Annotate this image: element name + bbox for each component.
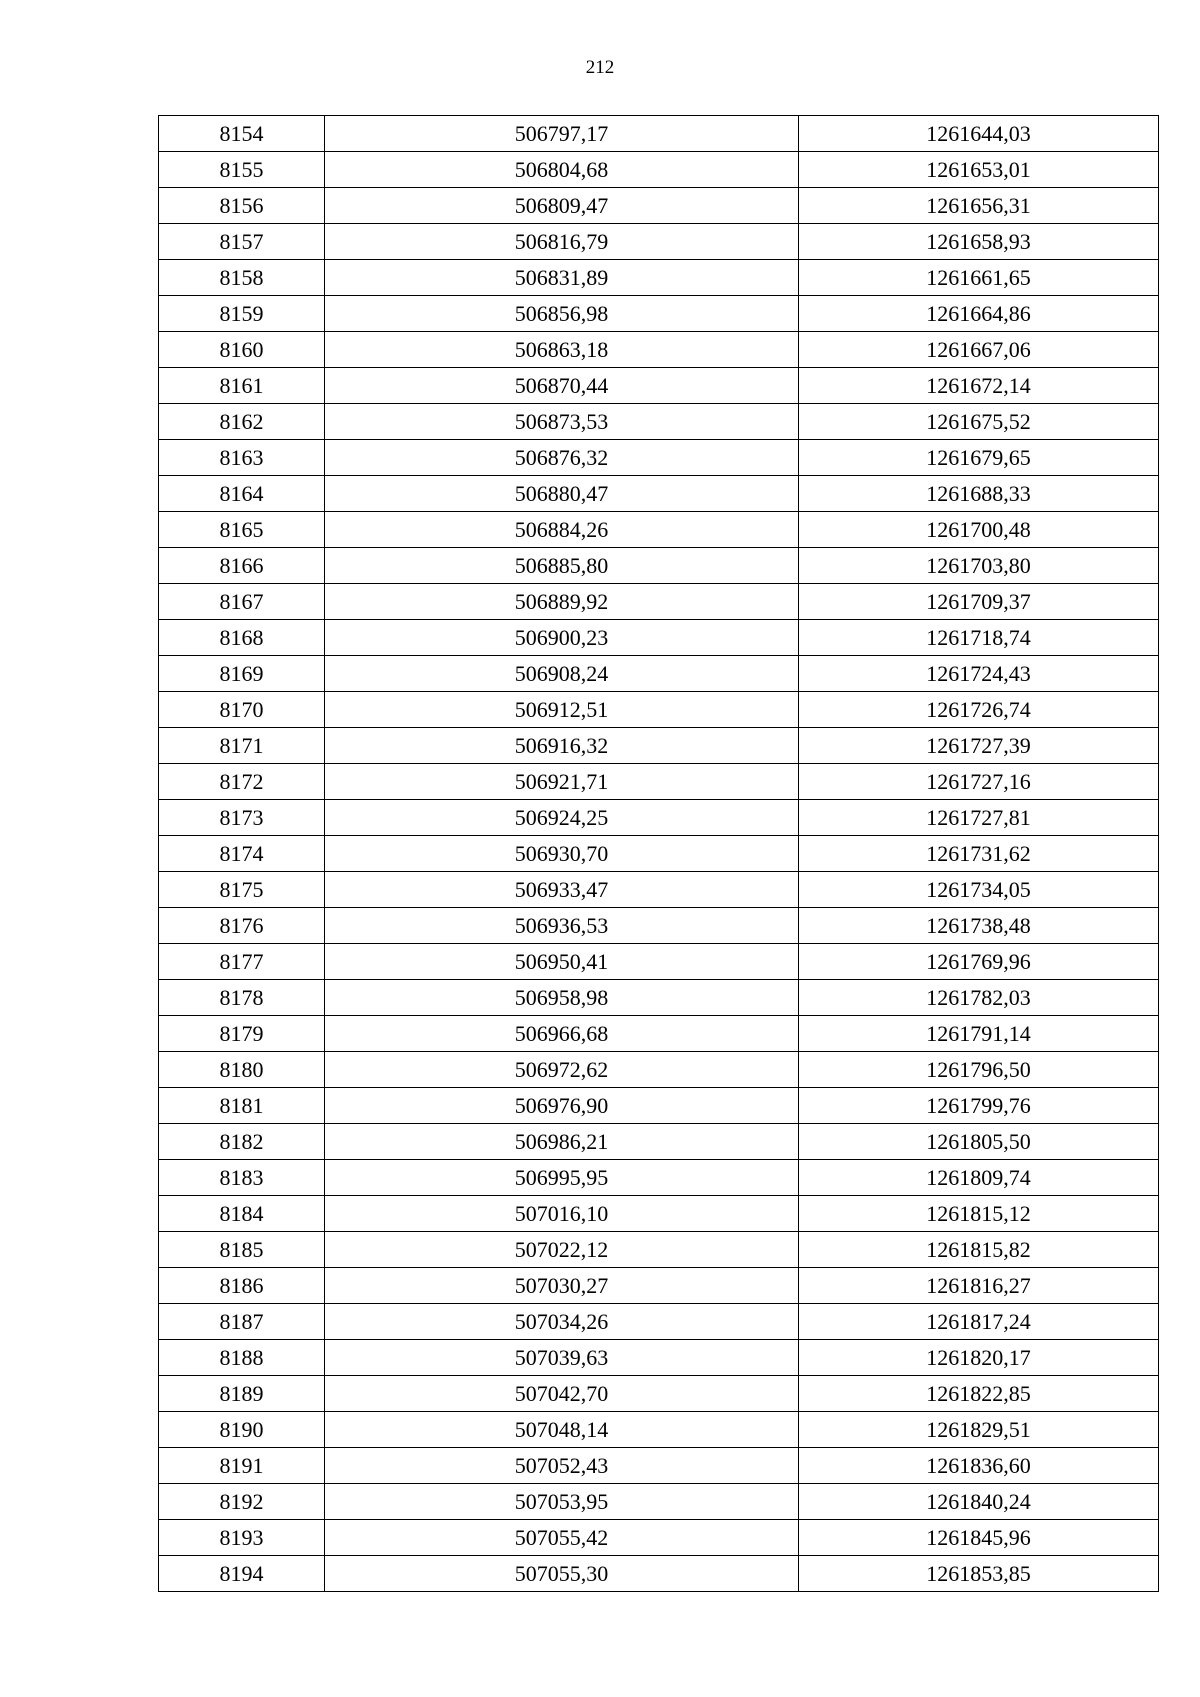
y-coordinate-cell: 1261709,37 [799,584,1159,620]
point-number-cell: 8157 [159,224,325,260]
point-number-cell: 8179 [159,1016,325,1052]
y-coordinate-cell: 1261644,03 [799,116,1159,152]
table-row [159,908,1159,944]
x-coordinate-cell: 506924,25 [325,800,799,836]
coordinates-table [158,115,1159,1592]
x-coordinate-cell: 507052,43 [325,1448,799,1484]
point-number-cell: 8186 [159,1268,325,1304]
x-coordinate-cell: 506880,47 [325,476,799,512]
table-row [159,872,1159,908]
x-coordinate-cell: 507034,26 [325,1304,799,1340]
table-row [159,980,1159,1016]
x-coordinate-cell: 506809,47 [325,188,799,224]
point-number-cell: 8188 [159,1340,325,1376]
table-row [159,1232,1159,1268]
x-coordinate-cell: 506889,92 [325,584,799,620]
x-coordinate-cell: 506958,98 [325,980,799,1016]
point-number-cell: 8168 [159,620,325,656]
point-number-cell: 8175 [159,872,325,908]
x-coordinate-cell: 506863,18 [325,332,799,368]
y-coordinate-cell: 1261769,96 [799,944,1159,980]
point-number-cell: 8166 [159,548,325,584]
x-coordinate-cell: 506885,80 [325,548,799,584]
x-coordinate-cell: 506912,51 [325,692,799,728]
point-number-cell: 8192 [159,1484,325,1520]
y-coordinate-cell: 1261700,48 [799,512,1159,548]
y-coordinate-cell: 1261836,60 [799,1448,1159,1484]
table-row [159,728,1159,764]
table-row [159,1412,1159,1448]
x-coordinate-cell: 506816,79 [325,224,799,260]
table-row [159,656,1159,692]
point-number-cell: 8156 [159,188,325,224]
table-row [159,476,1159,512]
y-coordinate-cell: 1261817,24 [799,1304,1159,1340]
point-number-cell: 8184 [159,1196,325,1232]
point-number-cell: 8189 [159,1376,325,1412]
x-coordinate-cell: 506900,23 [325,620,799,656]
table-row [159,152,1159,188]
y-coordinate-cell: 1261667,06 [799,332,1159,368]
point-number-cell: 8190 [159,1412,325,1448]
y-coordinate-cell: 1261815,12 [799,1196,1159,1232]
point-number-cell: 8182 [159,1124,325,1160]
x-coordinate-cell: 506870,44 [325,368,799,404]
x-coordinate-cell: 506831,89 [325,260,799,296]
y-coordinate-cell: 1261782,03 [799,980,1159,1016]
x-coordinate-cell: 506936,53 [325,908,799,944]
x-coordinate-cell: 507053,95 [325,1484,799,1520]
point-number-cell: 8194 [159,1556,325,1592]
x-coordinate-cell: 507055,30 [325,1556,799,1592]
table-row [159,548,1159,584]
y-coordinate-cell: 1261799,76 [799,1088,1159,1124]
x-coordinate-cell: 506921,71 [325,764,799,800]
table-row [159,368,1159,404]
y-coordinate-cell: 1261738,48 [799,908,1159,944]
x-coordinate-cell: 506873,53 [325,404,799,440]
x-coordinate-cell: 507016,10 [325,1196,799,1232]
y-coordinate-cell: 1261688,33 [799,476,1159,512]
table-row [159,692,1159,728]
point-number-cell: 8159 [159,296,325,332]
y-coordinate-cell: 1261656,31 [799,188,1159,224]
point-number-cell: 8169 [159,656,325,692]
x-coordinate-cell: 506966,68 [325,1016,799,1052]
y-coordinate-cell: 1261727,81 [799,800,1159,836]
table-row [159,188,1159,224]
table-row [159,620,1159,656]
table-row [159,1160,1159,1196]
y-coordinate-cell: 1261809,74 [799,1160,1159,1196]
point-number-cell: 8163 [159,440,325,476]
x-coordinate-cell: 506884,26 [325,512,799,548]
x-coordinate-cell: 506933,47 [325,872,799,908]
point-number-cell: 8174 [159,836,325,872]
point-number-cell: 8161 [159,368,325,404]
y-coordinate-cell: 1261727,39 [799,728,1159,764]
table-row [159,764,1159,800]
y-coordinate-cell: 1261675,52 [799,404,1159,440]
y-coordinate-cell: 1261796,50 [799,1052,1159,1088]
y-coordinate-cell: 1261845,96 [799,1520,1159,1556]
table-row [159,296,1159,332]
table-row [159,440,1159,476]
table-row [159,1052,1159,1088]
table-row [159,1016,1159,1052]
x-coordinate-cell: 506804,68 [325,152,799,188]
table-row [159,1340,1159,1376]
x-coordinate-cell: 506856,98 [325,296,799,332]
y-coordinate-cell: 1261734,05 [799,872,1159,908]
page-number: 212 [585,57,615,78]
point-number-cell: 8170 [159,692,325,728]
y-coordinate-cell: 1261661,65 [799,260,1159,296]
table-row [159,1304,1159,1340]
x-coordinate-cell: 506995,95 [325,1160,799,1196]
y-coordinate-cell: 1261815,82 [799,1232,1159,1268]
coordinates-table-body [159,116,1159,1592]
table-row [159,1268,1159,1304]
y-coordinate-cell: 1261816,27 [799,1268,1159,1304]
y-coordinate-cell: 1261805,50 [799,1124,1159,1160]
point-number-cell: 8171 [159,728,325,764]
point-number-cell: 8154 [159,116,325,152]
y-coordinate-cell: 1261727,16 [799,764,1159,800]
point-number-cell: 8193 [159,1520,325,1556]
y-coordinate-cell: 1261840,24 [799,1484,1159,1520]
point-number-cell: 8185 [159,1232,325,1268]
y-coordinate-cell: 1261672,14 [799,368,1159,404]
point-number-cell: 8187 [159,1304,325,1340]
x-coordinate-cell: 506916,32 [325,728,799,764]
x-coordinate-cell: 506976,90 [325,1088,799,1124]
point-number-cell: 8178 [159,980,325,1016]
y-coordinate-cell: 1261853,85 [799,1556,1159,1592]
y-coordinate-cell: 1261726,74 [799,692,1159,728]
y-coordinate-cell: 1261724,43 [799,656,1159,692]
table-row [159,836,1159,872]
point-number-cell: 8176 [159,908,325,944]
table-row [159,224,1159,260]
point-number-cell: 8177 [159,944,325,980]
x-coordinate-cell: 507042,70 [325,1376,799,1412]
table-row [159,1520,1159,1556]
x-coordinate-cell: 507039,63 [325,1340,799,1376]
table-row [159,944,1159,980]
y-coordinate-cell: 1261664,86 [799,296,1159,332]
x-coordinate-cell: 507022,12 [325,1232,799,1268]
y-coordinate-cell: 1261829,51 [799,1412,1159,1448]
table-row [159,260,1159,296]
table-row [159,584,1159,620]
table-row [159,1088,1159,1124]
x-coordinate-cell: 506797,17 [325,116,799,152]
table-row [159,332,1159,368]
x-coordinate-cell: 506930,70 [325,836,799,872]
table-row [159,1484,1159,1520]
x-coordinate-cell: 507048,14 [325,1412,799,1448]
point-number-cell: 8191 [159,1448,325,1484]
point-number-cell: 8180 [159,1052,325,1088]
table-row [159,1448,1159,1484]
table-row [159,1196,1159,1232]
y-coordinate-cell: 1261658,93 [799,224,1159,260]
point-number-cell: 8158 [159,260,325,296]
x-coordinate-cell: 506908,24 [325,656,799,692]
table-row [159,116,1159,152]
point-number-cell: 8164 [159,476,325,512]
table-row [159,1556,1159,1592]
point-number-cell: 8165 [159,512,325,548]
x-coordinate-cell: 507030,27 [325,1268,799,1304]
table-row [159,512,1159,548]
y-coordinate-cell: 1261822,85 [799,1376,1159,1412]
table-row [159,1376,1159,1412]
point-number-cell: 8173 [159,800,325,836]
y-coordinate-cell: 1261820,17 [799,1340,1159,1376]
point-number-cell: 8183 [159,1160,325,1196]
point-number-cell: 8181 [159,1088,325,1124]
x-coordinate-cell: 506972,62 [325,1052,799,1088]
table-row [159,1124,1159,1160]
x-coordinate-cell: 506986,21 [325,1124,799,1160]
y-coordinate-cell: 1261718,74 [799,620,1159,656]
point-number-cell: 8167 [159,584,325,620]
y-coordinate-cell: 1261653,01 [799,152,1159,188]
point-number-cell: 8162 [159,404,325,440]
table-row [159,800,1159,836]
y-coordinate-cell: 1261703,80 [799,548,1159,584]
x-coordinate-cell: 506950,41 [325,944,799,980]
x-coordinate-cell: 506876,32 [325,440,799,476]
point-number-cell: 8155 [159,152,325,188]
y-coordinate-cell: 1261791,14 [799,1016,1159,1052]
table-row [159,404,1159,440]
x-coordinate-cell: 507055,42 [325,1520,799,1556]
y-coordinate-cell: 1261679,65 [799,440,1159,476]
point-number-cell: 8160 [159,332,325,368]
y-coordinate-cell: 1261731,62 [799,836,1159,872]
point-number-cell: 8172 [159,764,325,800]
